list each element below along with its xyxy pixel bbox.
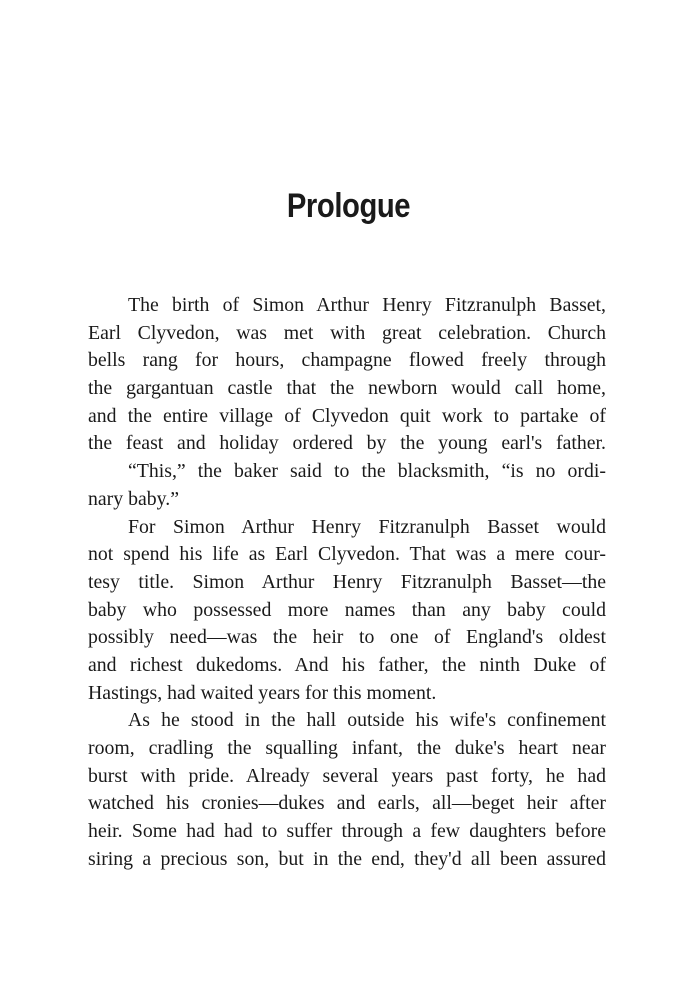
text-line: baby who possessed more names than any baby could: [88, 598, 606, 621]
text-line: nary baby.”: [88, 487, 179, 510]
text-line: and the entire village of Clyvedon quit work to partake of: [88, 404, 606, 427]
text-line: and richest dukedoms. And his father, the ninth Duke of: [88, 653, 606, 676]
text-line: room, cradling the squalling infant, the duke's heart near: [88, 737, 606, 759]
text-line: burst with pride. Already several years past forty, he had: [88, 764, 606, 787]
text-line: bells rang for hours, champagne flowed freely through: [88, 349, 606, 372]
text-line: “This,” the baker said to the blacksmith, “is no ordi-: [128, 460, 606, 483]
text-line: the gargantuan castle that the newborn would call home,: [88, 377, 606, 400]
text-line: The birth of Simon Arthur Henry Fitzranulph Basset,: [128, 294, 606, 316]
text-line: Hastings, had waited years for this moment.: [88, 681, 437, 704]
text-line: possibly need—was the heir to one of England's oldest: [88, 626, 606, 649]
text-line: the feast and holiday ordered by the young earl's father.: [88, 432, 606, 455]
text-line: not spend his life as Earl Clyvedon. That was a mere cour-: [88, 543, 606, 566]
text-line: siring a precious son, but in the end, they'd all been assured: [88, 847, 606, 870]
chapter-title: Prologue: [286, 187, 411, 225]
prologue-text: [88, 292, 606, 873]
text-line: heir. Some had had to suffer through a few daughters before: [88, 820, 606, 843]
text-line: Earl Clyvedon, was met with great celebration. Church: [88, 321, 606, 344]
text-line: tesy title. Simon Arthur Henry Fitzranulph Basset—the: [88, 570, 606, 593]
text-line: watched his cronies—dukes and earls, all—beget heir after: [88, 792, 606, 815]
text-line: As he stood in the hall outside his wife's confinement: [128, 709, 606, 732]
text-line: For Simon Arthur Henry Fitzranulph Basset would: [128, 515, 606, 538]
